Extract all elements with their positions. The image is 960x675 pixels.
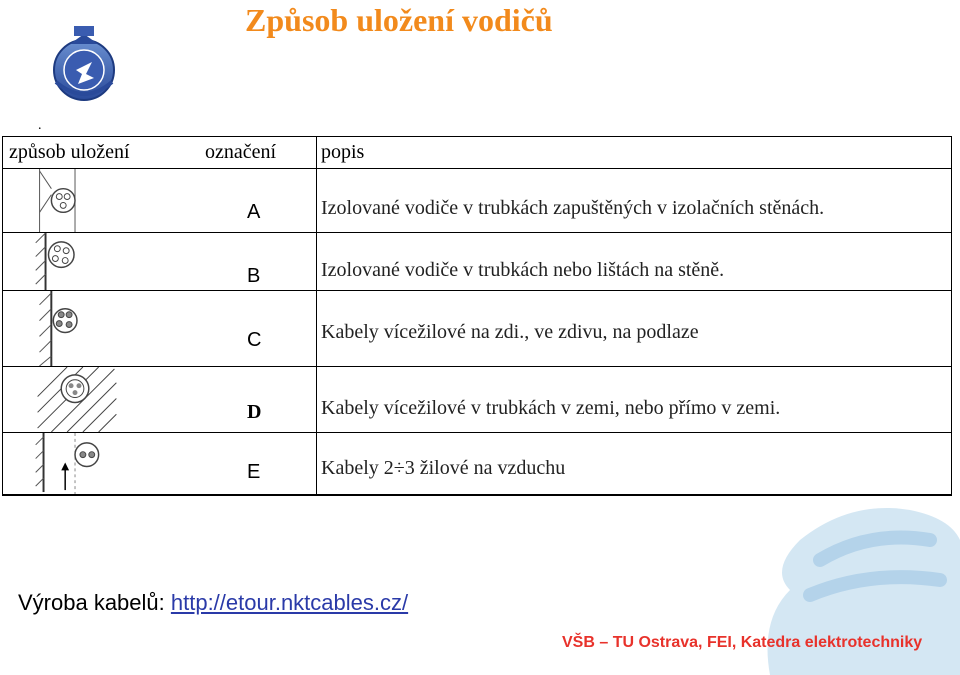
table-divider — [316, 137, 317, 495]
page-title: Způsob uložení vodičů — [245, 2, 553, 38]
stray-dot: . — [38, 118, 42, 133]
manufacturer-link[interactable]: http://etour.nktcables.cz/ — [170, 590, 409, 615]
row-e-description: Kabely 2÷3 žilové na vzduchu — [321, 457, 566, 479]
row-e-code: E — [247, 461, 261, 483]
university-logo — [48, 20, 120, 108]
row-a-description: Izolované vodiče v trubkách zapuštěných v izolačních stěnách. — [321, 197, 825, 219]
method-e-illustration — [31, 433, 121, 494]
method-d-illustration — [31, 367, 121, 432]
header-description: popis — [321, 141, 365, 163]
row-d-code: D — [247, 401, 262, 423]
table-row-a — [3, 169, 951, 233]
table-row-e — [3, 433, 951, 495]
row-a-code: A — [247, 201, 261, 223]
table-row-b — [3, 233, 951, 291]
cable-manufacturer-label: Výroba kabelů: — [18, 590, 171, 615]
cable-manufacturer-line — [18, 590, 408, 616]
institution-footer: VŠB – TU Ostrava, FEI, Katedra elektrotechniky — [562, 634, 923, 651]
row-b-description: Izolované vodiče v trubkách nebo lištách na stěně. — [321, 259, 725, 281]
row-b-code: B — [247, 265, 261, 287]
method-c-illustration — [31, 291, 121, 366]
table-header — [3, 137, 951, 169]
method-b-illustration — [31, 233, 121, 290]
method-a-illustration — [31, 169, 121, 232]
table-row-d — [3, 367, 951, 433]
row-d-description: Kabely vícežilové v trubkách v zemi, nebo přímo v zemi. — [321, 397, 781, 419]
row-c-description: Kabely vícežilové na zdi., ve zdivu, na podlaze — [321, 321, 699, 343]
header-code: označení — [205, 141, 277, 163]
installation-table — [2, 136, 952, 496]
row-c-code: C — [247, 329, 262, 351]
table-row-c — [3, 291, 951, 367]
header-method: způsob uložení — [9, 141, 130, 163]
